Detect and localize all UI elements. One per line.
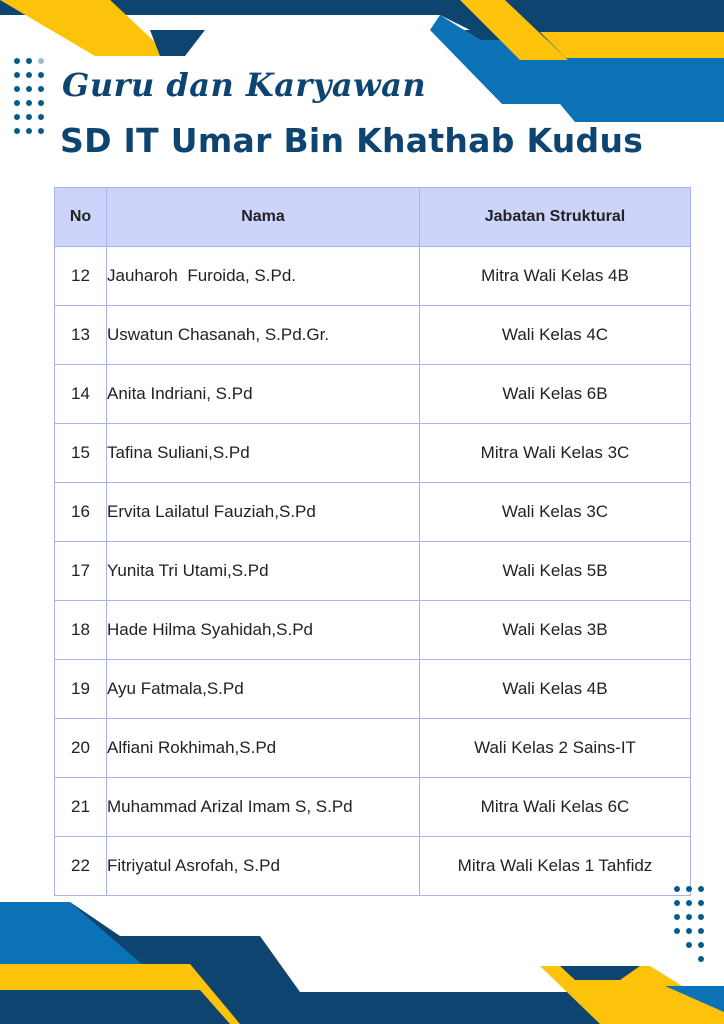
staff-name: Fitriyatul Asrofah, S.Pd	[107, 837, 420, 896]
column-header-nama: Nama	[107, 188, 420, 247]
staff-role: Wali Kelas 5B	[420, 542, 691, 601]
staff-role: Wali Kelas 4B	[420, 660, 691, 719]
staff-table	[54, 187, 691, 896]
staff-role: Mitra Wali Kelas 1 Tahfidz	[420, 837, 691, 896]
staff-name: Jauharoh Furoida, S.Pd.	[107, 247, 420, 306]
staff-role: Wali Kelas 3C	[420, 483, 691, 542]
staff-name: Ayu Fatmala,S.Pd	[107, 660, 420, 719]
staff-name: Yunita Tri Utami,S.Pd	[107, 542, 420, 601]
staff-role: Mitra Wali Kelas 3C	[420, 424, 691, 483]
table-row	[55, 660, 691, 719]
staff-role: Wali Kelas 3B	[420, 601, 691, 660]
table-row	[55, 778, 691, 837]
staff-role: Wali Kelas 2 Sains-IT	[420, 719, 691, 778]
page-subtitle: SD IT Umar Bin Khathab Kudus	[60, 121, 644, 160]
row-number: 22	[55, 837, 107, 896]
staff-name: Anita Indriani, S.Pd	[107, 365, 420, 424]
row-number: 20	[55, 719, 107, 778]
dot-grid-top	[14, 58, 54, 148]
table-row	[55, 365, 691, 424]
top-decoration	[0, 0, 724, 130]
staff-name: Uswatun Chasanah, S.Pd.Gr.	[107, 306, 420, 365]
table-row	[55, 601, 691, 660]
column-header-no: No	[55, 188, 107, 247]
row-number: 19	[55, 660, 107, 719]
staff-name: Ervita Lailatul Fauziah,S.Pd	[107, 483, 420, 542]
bottom-decoration	[0, 894, 724, 1024]
row-number: 16	[55, 483, 107, 542]
table-row	[55, 542, 691, 601]
table-row	[55, 837, 691, 896]
row-number: 18	[55, 601, 107, 660]
row-number: 14	[55, 365, 107, 424]
table-row	[55, 247, 691, 306]
table-header-row	[55, 188, 691, 247]
table-row	[55, 424, 691, 483]
row-number: 12	[55, 247, 107, 306]
staff-role: Mitra Wali Kelas 4B	[420, 247, 691, 306]
staff-name: Tafina Suliani,S.Pd	[107, 424, 420, 483]
staff-name: Hade Hilma Syahidah,S.Pd	[107, 601, 420, 660]
staff-role: Mitra Wali Kelas 6C	[420, 778, 691, 837]
staff-name: Alfiani Rokhimah,S.Pd	[107, 719, 420, 778]
staff-role: Wali Kelas 4C	[420, 306, 691, 365]
page-title: Guru dan Karyawan	[62, 66, 427, 104]
table-row	[55, 306, 691, 365]
staff-role: Wali Kelas 6B	[420, 365, 691, 424]
row-number: 15	[55, 424, 107, 483]
row-number: 21	[55, 778, 107, 837]
row-number: 17	[55, 542, 107, 601]
table-row	[55, 719, 691, 778]
staff-name: Muhammad Arizal Imam S, S.Pd	[107, 778, 420, 837]
column-header-jabatan: Jabatan Struktural	[420, 188, 691, 247]
row-number: 13	[55, 306, 107, 365]
table-row	[55, 483, 691, 542]
